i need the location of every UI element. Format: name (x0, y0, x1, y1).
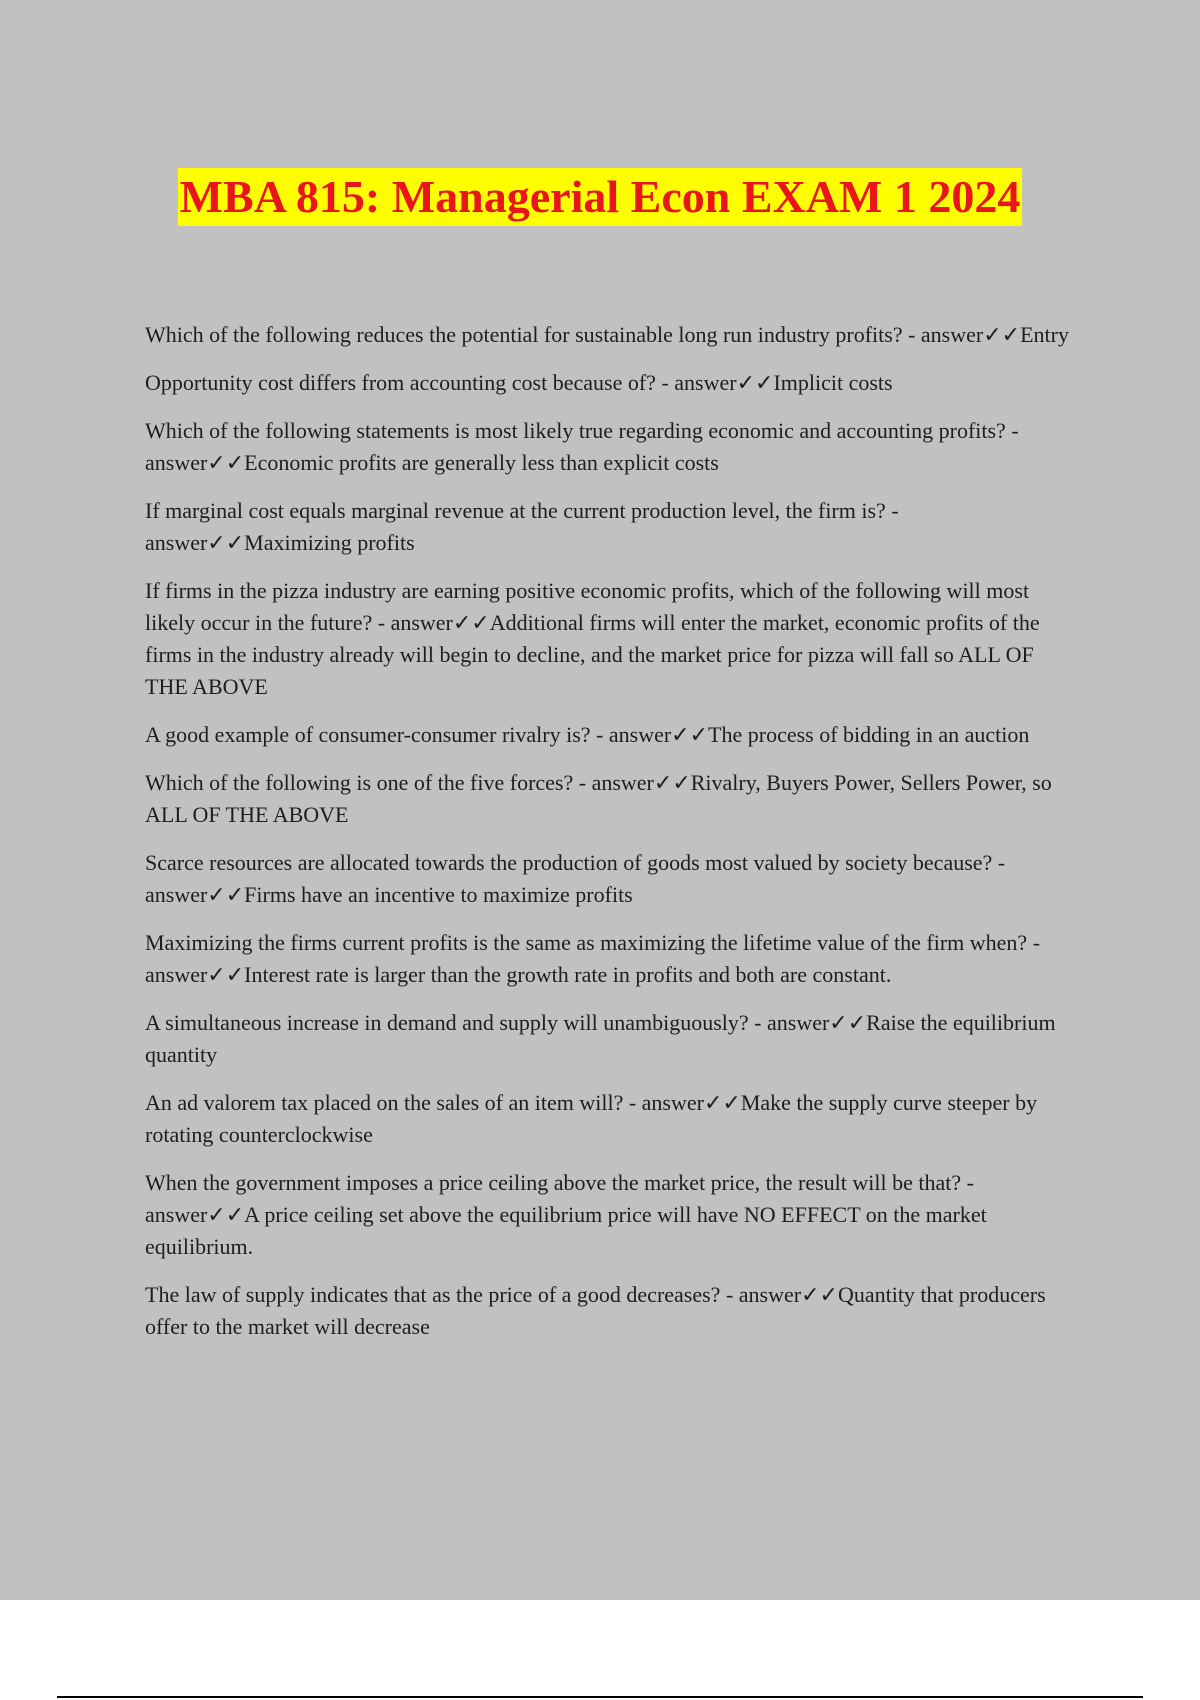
qa-item: Maximizing the firms current profits is the same as maximizing the lifetime value of the firm when? - answer✓✓Interest rate is larger than the growth rate in profits and both are constant. (145, 930, 1041, 987)
page-divider (57, 1696, 1143, 1698)
qa-item: Scarce resources are allocated towards the production of goods most valued by society because? - answer✓✓Firms have an incentive to maximize profits (145, 850, 1006, 907)
qa-item: A simultaneous increase in demand and supply will unambiguously? - answer✓✓Raise the equilibrium quantity (145, 1010, 1056, 1067)
title-block (0, 168, 1200, 226)
qa-item: Which of the following statements is most likely true regarding economic and accounting profits? - answer✓✓Economic profits are generally less than explicit costs (145, 418, 1019, 475)
qa-item: If marginal cost equals marginal revenue at the current production level, the firm is? - answer✓✓Maximizing profits (145, 498, 899, 555)
qa-item: Opportunity cost differs from accounting cost because of? - answer✓✓Implicit costs (145, 370, 893, 395)
document-title: MBA 815: Managerial Econ EXAM 1 2024 (178, 168, 1023, 226)
qa-item: Which of the following reduces the potential for sustainable long run industry profits? - answer✓✓Entry (145, 322, 1069, 347)
qa-item: Which of the following is one of the five forces? - answer✓✓Rivalry, Buyers Power, Sellers Power, so ALL OF THE ABOVE (145, 770, 1052, 827)
qa-item: If firms in the pizza industry are earning positive economic profits, which of the following will most likely occur in the future? - answer✓✓Additional firms will enter the market, economic profits of the firms in the industry already will begin to decline, and the market price for pizza will fall so ALL OF THE ABOVE (145, 578, 1040, 699)
qa-item: An ad valorem tax placed on the sales of an item will? - answer✓✓Make the supply curve steeper by rotating counterclockwise (145, 1090, 1038, 1147)
qa-item: When the government imposes a price ceiling above the market price, the result will be that? - answer✓✓A price ceiling set above the equilibrium price will have NO EFFECT on the market equilibrium. (145, 1170, 987, 1259)
qa-item: The law of supply indicates that as the price of a good decreases? - answer✓✓Quantity that producers offer to the market will decrease (145, 1282, 1046, 1339)
qa-list (145, 319, 1080, 1359)
qa-item: A good example of consumer-consumer rivalry is? - answer✓✓The process of bidding in an auction (145, 722, 1030, 747)
